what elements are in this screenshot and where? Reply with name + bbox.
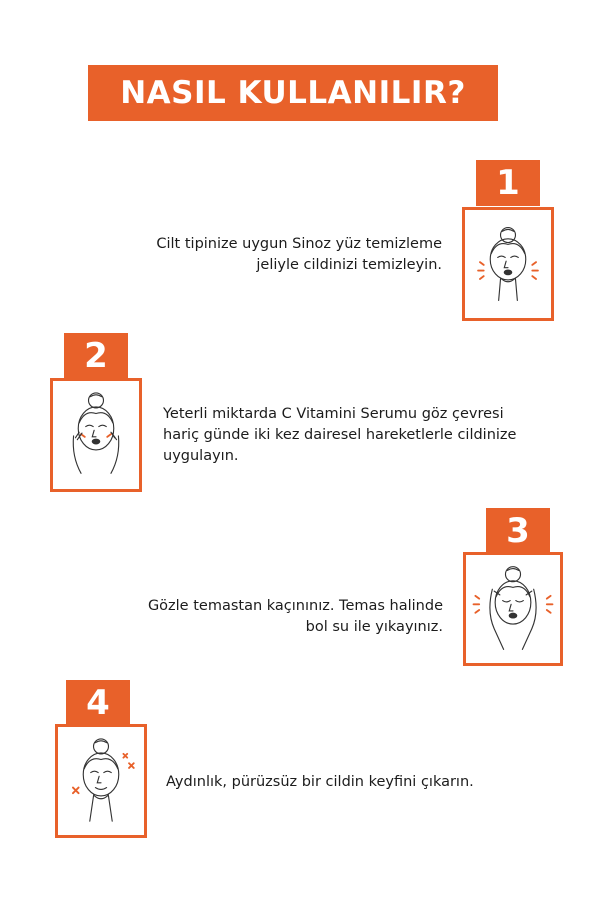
- step-1-number: 1: [476, 160, 540, 206]
- face-glowing-icon: [58, 727, 144, 835]
- step-4-number: 4: [66, 680, 130, 726]
- step-4-text-line: Aydınlık, pürüzsüz bir cildin keyfini çıkarın.: [166, 774, 474, 790]
- step-1-illustration: [462, 207, 554, 321]
- step-1-text: [156, 234, 442, 276]
- face-applying-serum-icon: [53, 381, 139, 489]
- step-4-text: [166, 772, 474, 793]
- step-1-text-line: Cilt tipinize uygun Sinoz yüz temizleme: [156, 236, 442, 252]
- face-rinsing-icon: [466, 555, 560, 663]
- step-4-illustration: [55, 724, 147, 838]
- step-3-illustration: [463, 552, 563, 666]
- step-2-text-line: uygulayın.: [163, 448, 239, 464]
- step-1-text-line: jeliyle cildinizi temizleyin.: [256, 257, 442, 273]
- step-3-number: 3: [486, 508, 550, 554]
- step-3-text-line: Gözle temastan kaçınınız. Temas halinde: [147, 598, 443, 614]
- step-2-text-line: Yeterli miktarda C Vitamini Serumu göz çevresi: [163, 406, 504, 422]
- step-3-text-line: bol su ile yıkayınız.: [305, 619, 443, 635]
- face-washing-icon: [465, 210, 551, 318]
- step-2-number: 2: [64, 333, 128, 379]
- page-title: NASIL KULLANILIR?: [88, 65, 498, 121]
- step-2-text: [163, 404, 516, 467]
- step-2-illustration: [50, 378, 142, 492]
- step-2-text-line: hariç günde iki kez dairesel hareketlerle cildinize: [163, 427, 517, 443]
- step-3-text: [148, 596, 443, 638]
